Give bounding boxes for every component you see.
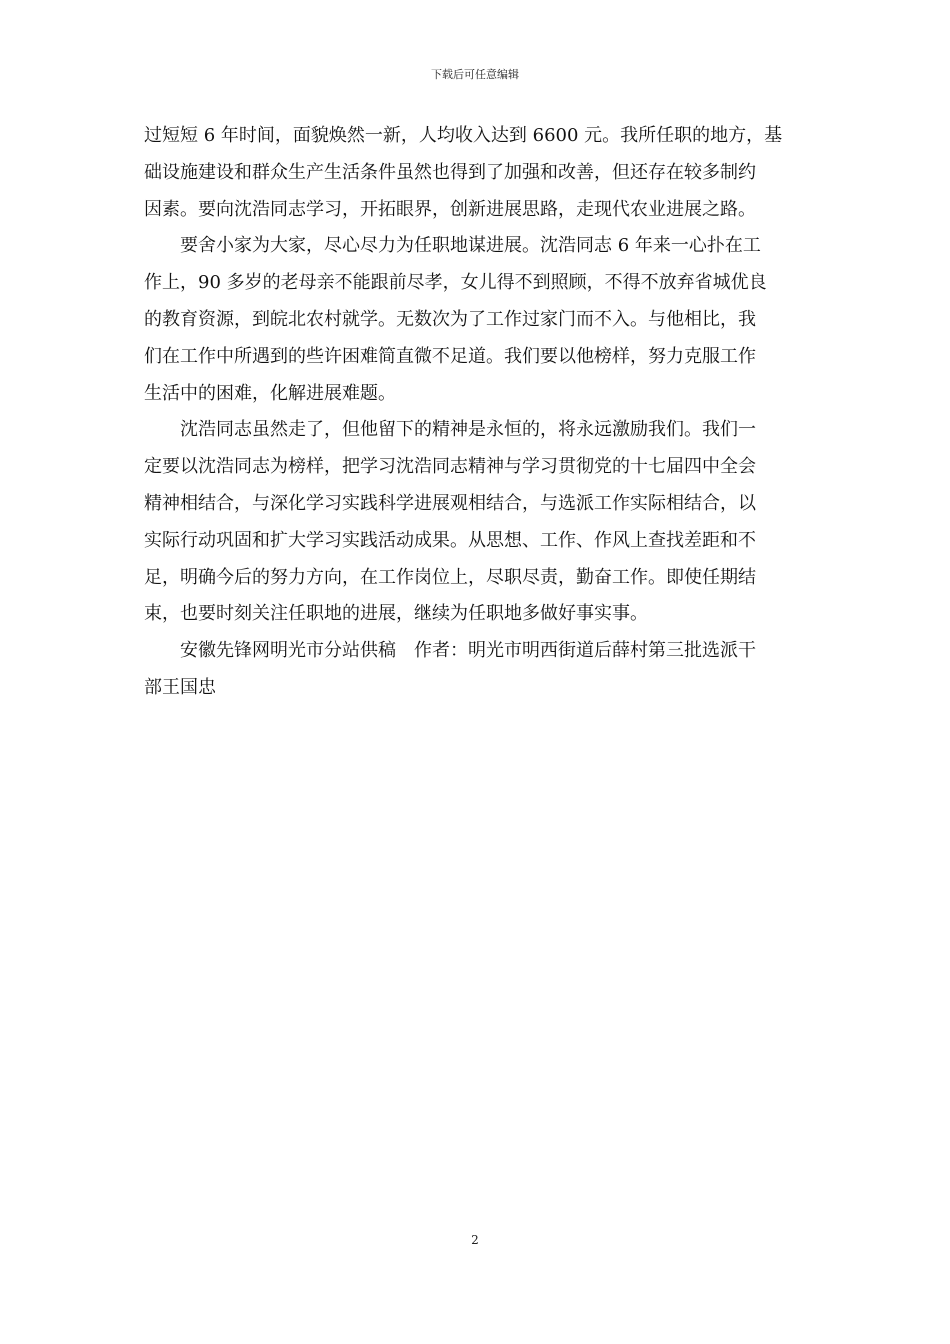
text-line: 生活中的困难，化解进展难题。 — [144, 382, 396, 404]
text-line: 部王国忠 — [144, 676, 216, 698]
text-line: 定要以沈浩同志为榜样，把学习沈浩同志精神与学习贯彻党的十七届四中全会 — [144, 456, 756, 478]
text-line: 实际行动巩固和扩大学习实践活动成果。从思想、工作、作风上查找差距和不 — [144, 529, 756, 551]
text-line: 础设施建设和群众生产生活条件虽然也得到了加强和改善，但还存在较多制约 — [144, 161, 756, 183]
text-line: 安徽先锋网明光市分站供稿 作者：明光市明西街道后薛村第三批选派干 — [180, 640, 756, 662]
text-line: 的教育资源，到皖北农村就学。无数次为了工作过家门而不入。与他相比，我 — [144, 308, 756, 330]
text-line: 过短短 6 年时间，面貌焕然一新，人均收入达到 6600 元。我所任职的地方，基 — [144, 125, 783, 146]
page-number: 2 — [471, 1233, 479, 1247]
text-line: 精神相结合，与深化学习实践科学进展观相结合，与选派工作实际相结合，以 — [144, 492, 756, 514]
document-body — [144, 118, 808, 707]
text-line: 因素。要向沈浩同志学习，开拓眼界，创新进展思路，走现代农业进展之路。 — [144, 198, 756, 220]
text-line: 束，也要时刻关注任职地的进展，继续为任职地多做好事实事。 — [144, 603, 648, 625]
text-line: 足，明确今后的努力方向，在工作岗位上，尽职尽责，勤奋工作。即使任期结 — [144, 566, 756, 588]
text-line: 们在工作中所遇到的些许困难简直微不足道。我们要以他榜样，努力克服工作 — [144, 345, 756, 367]
text-line: 要舍小家为大家，尽心尽力为任职地谋进展。沈浩同志 6 年来一心扑在工 — [180, 235, 761, 257]
paragraph-1 — [144, 118, 808, 228]
paragraph-3 — [144, 412, 808, 633]
paragraph-2 — [144, 228, 808, 412]
text-line: 沈浩同志虽然走了，但他留下的精神是永恒的，将永远激励我们。我们一 — [180, 419, 756, 441]
page-header: 下载后可任意编辑 — [431, 68, 519, 81]
text-line: 作上，90 多岁的老母亲不能跟前尽孝，女儿得不到照顾，不得不放弃省城优良 — [144, 272, 767, 294]
paragraph-4-byline — [144, 633, 808, 707]
